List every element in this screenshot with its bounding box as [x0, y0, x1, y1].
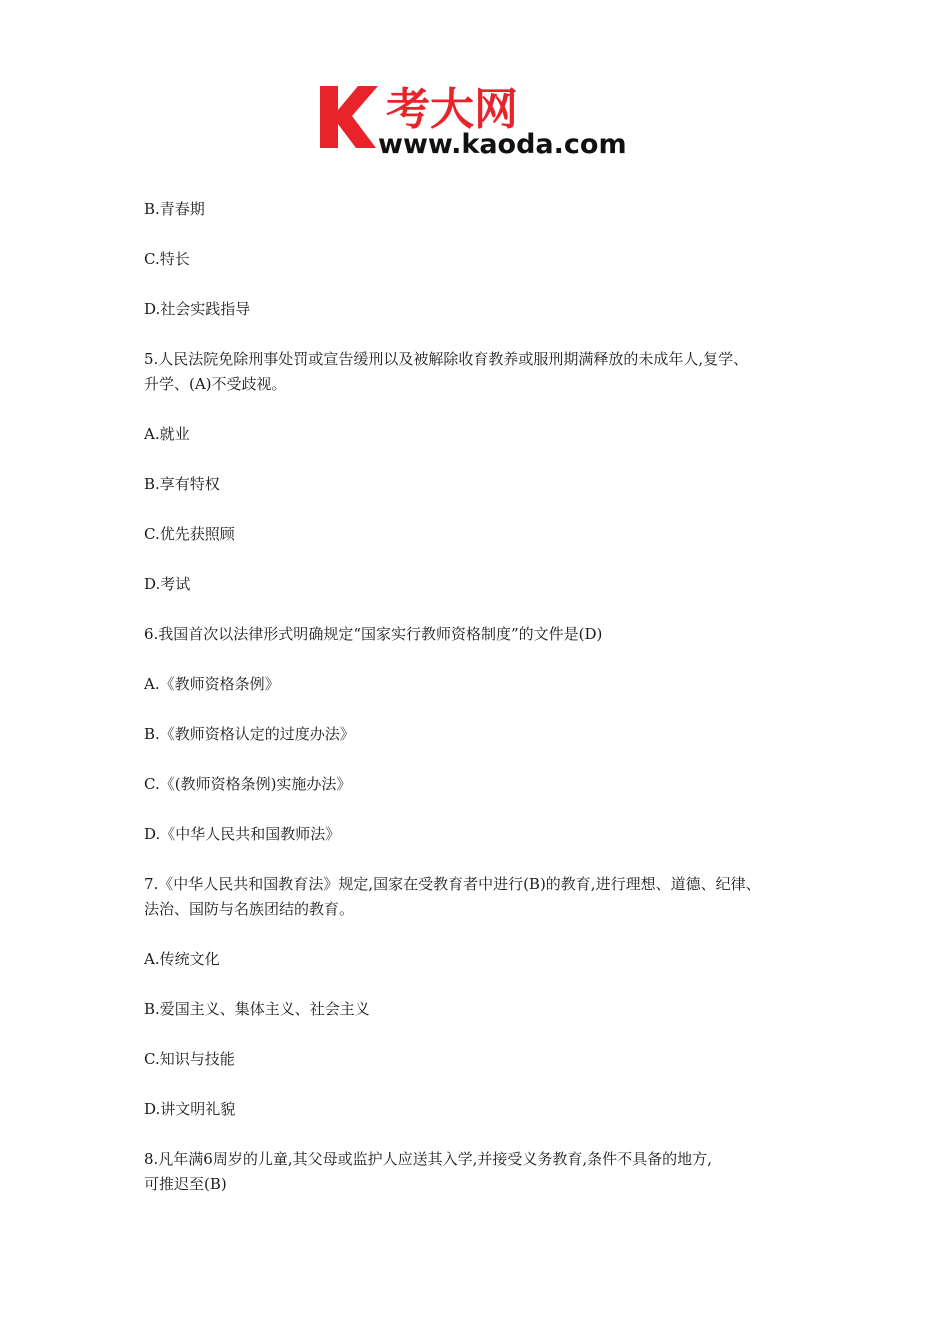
text-line: B.青春期	[144, 200, 205, 218]
text-line: 5.人民法院免除刑事处罚或宣告缓刑以及被解除收育教养或服刑期满释放的未成年人,复学、	[144, 350, 749, 368]
kaoda-logo-graphic	[318, 80, 648, 160]
text-line: D.社会实践指导	[144, 300, 251, 318]
text-line: C.知识与技能	[144, 1050, 235, 1068]
text-line: 8.凡年满6周岁的儿童,其父母或监护人应送其入学,并接受义务教育,条件不具备的地方,	[144, 1150, 712, 1168]
text-line: A.传统文化	[144, 950, 220, 968]
text-line: D.讲文明礼貌	[144, 1100, 236, 1118]
text-line: C.《(教师资格条例)实施办法》	[144, 775, 352, 793]
text-line-continuation: 法治、国防与名族团结的教育。	[144, 900, 355, 918]
logo-k-mark	[320, 86, 378, 148]
text-line: B.享有特权	[144, 475, 220, 493]
text-line: 7.《中华人民共和国教育法》规定,国家在受教育者中进行(B)的教育,进行理想、道德、纪律、	[144, 875, 761, 893]
text-line-continuation: 升学、(A)不受歧视。	[144, 375, 287, 393]
text-line: C.优先获照顾	[144, 525, 235, 543]
text-line: A.就业	[144, 425, 190, 443]
text-line: B.《教师资格认定的过度办法》	[144, 725, 355, 743]
text-line: D.考试	[144, 575, 191, 593]
logo-url: www.kaoda.com	[378, 129, 627, 160]
document-body	[144, 197, 824, 1197]
logo-name: 考大网	[386, 84, 518, 135]
text-line: B.爱国主义、集体主义、社会主义	[144, 1000, 370, 1018]
kaoda-logo	[318, 80, 648, 160]
text-line-continuation: 可推迟至(B)	[144, 1175, 227, 1193]
text-line: A.《教师资格条例》	[144, 675, 280, 693]
text-line: C.特长	[144, 250, 190, 268]
text-line: D.《中华人民共和国教师法》	[144, 825, 341, 843]
text-line: 6.我国首次以法律形式明确规定“国家实行教师资格制度”的文件是(D)	[144, 625, 603, 643]
